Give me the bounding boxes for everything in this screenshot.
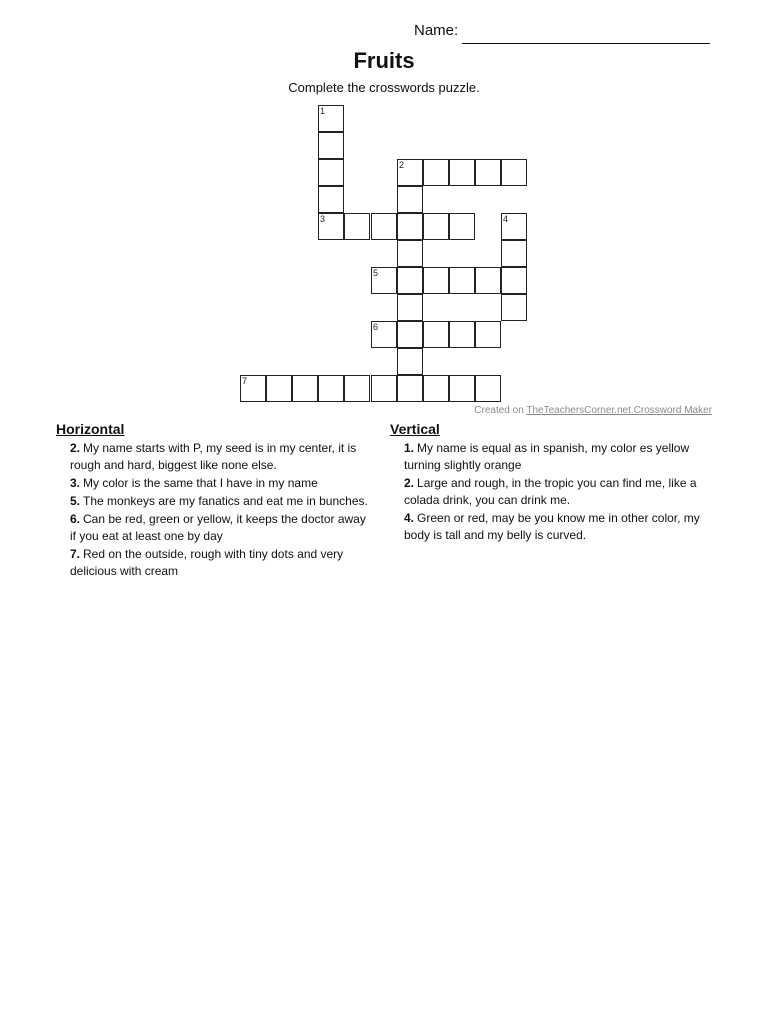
clue-text: Large and rough, in the tropic you can find me, like a colada drink, you can drink me. [404,476,697,507]
crossword-cell[interactable] [371,375,397,402]
crossword-cell[interactable] [397,159,423,186]
crossword-cell[interactable] [397,267,423,294]
cell-number: 1 [320,106,326,116]
cell-number: 7 [242,376,248,386]
clue-item [70,493,374,510]
crossword-cell[interactable] [371,267,397,294]
crossword-cell[interactable] [397,213,423,240]
clue-item [70,440,374,474]
crossword-cell[interactable] [449,159,475,186]
clue-text: Green or red, may be you know me in other color, my body is tall and my belly is curved. [404,511,700,542]
crossword-cell[interactable] [397,294,423,321]
crossword-cell[interactable] [475,321,501,348]
crossword-cell[interactable] [449,375,475,402]
clue-number: 2. [404,476,415,490]
clue-number: 1. [404,441,415,455]
crossword-cell[interactable] [397,375,423,402]
clue-text: Red on the outside, rough with tiny dots and very delicious with cream [70,547,344,578]
crossword-cell[interactable] [318,213,344,240]
crossword-cell[interactable] [475,159,501,186]
clue-number: 2. [70,441,81,455]
crossword-cell[interactable] [397,186,423,213]
crossword-cell[interactable] [318,132,344,159]
clue-number: 3. [70,476,81,490]
crossword-cell[interactable] [266,375,292,402]
clue-text: My name starts with P, my seed is in my center, it is rough and hard, biggest like none else. [70,441,357,472]
crossword-cell[interactable] [423,159,449,186]
crossword-cell[interactable] [449,213,475,240]
crossword-cell[interactable] [501,213,527,240]
crossword-cell[interactable] [423,213,449,240]
crossword-cell[interactable] [501,294,527,321]
crossword-cell[interactable] [318,159,344,186]
clue-item [404,440,710,474]
crossword-cell[interactable] [318,375,344,402]
clue-item [70,475,374,492]
credit-prefix: Created on [474,405,527,416]
clue-number: 4. [404,511,415,525]
clue-number: 5. [70,494,81,508]
crossword-cell[interactable] [423,375,449,402]
clue-item [70,511,374,545]
crossword-cell[interactable] [344,375,370,402]
clue-text: My name is equal as in spanish, my color es yellow turning slightly orange [404,441,690,472]
crossword-cell[interactable] [423,267,449,294]
crossword-cell[interactable] [475,267,501,294]
horizontal-heading: Horizontal [56,421,125,437]
clue-text: My color is the same that I have in my name [83,476,318,490]
crossword-cell[interactable] [318,105,344,132]
crossword-cell[interactable] [397,321,423,348]
crossword-cell[interactable] [397,348,423,375]
cell-number: 5 [373,268,379,278]
name-field[interactable] [462,43,710,44]
clue-item [404,510,710,544]
vertical-clues [390,421,710,545]
crossword-cell[interactable] [423,321,449,348]
clue-number: 7. [70,547,81,561]
cell-number: 3 [320,214,326,224]
cell-number: 2 [399,160,405,170]
crossword-cell[interactable] [397,240,423,267]
page-title: Fruits [353,48,415,73]
credit-link[interactable]: TheTeachersCorner.net Crossword Maker [526,405,712,416]
crossword-cell[interactable] [449,321,475,348]
crossword-cell[interactable] [449,267,475,294]
clue-text: The monkeys are my fanatics and eat me in bunches. [83,494,368,508]
clue-number: 6. [70,512,81,526]
crossword-cell[interactable] [371,321,397,348]
crossword-cell[interactable] [501,159,527,186]
name-label: Name: [414,22,459,39]
crossword-cell[interactable] [292,375,318,402]
horizontal-clues [56,421,374,581]
clue-text: Can be red, green or yellow, it keeps the doctor away if you eat at least one by day [70,512,366,543]
instructions: Complete the crosswords puzzle. [288,80,480,95]
cell-number: 6 [373,322,379,332]
crossword-cell[interactable] [501,240,527,267]
crossword-cell[interactable] [475,375,501,402]
crossword-cell[interactable] [344,213,370,240]
crossword-cell[interactable] [371,213,397,240]
crossword-cell[interactable] [240,375,266,402]
crossword-cell[interactable] [501,267,527,294]
cell-number: 4 [503,214,509,224]
credit-line [474,405,712,416]
clue-item [70,546,374,580]
vertical-heading: Vertical [390,421,440,437]
clue-item [404,475,710,509]
crossword-cell[interactable] [318,186,344,213]
